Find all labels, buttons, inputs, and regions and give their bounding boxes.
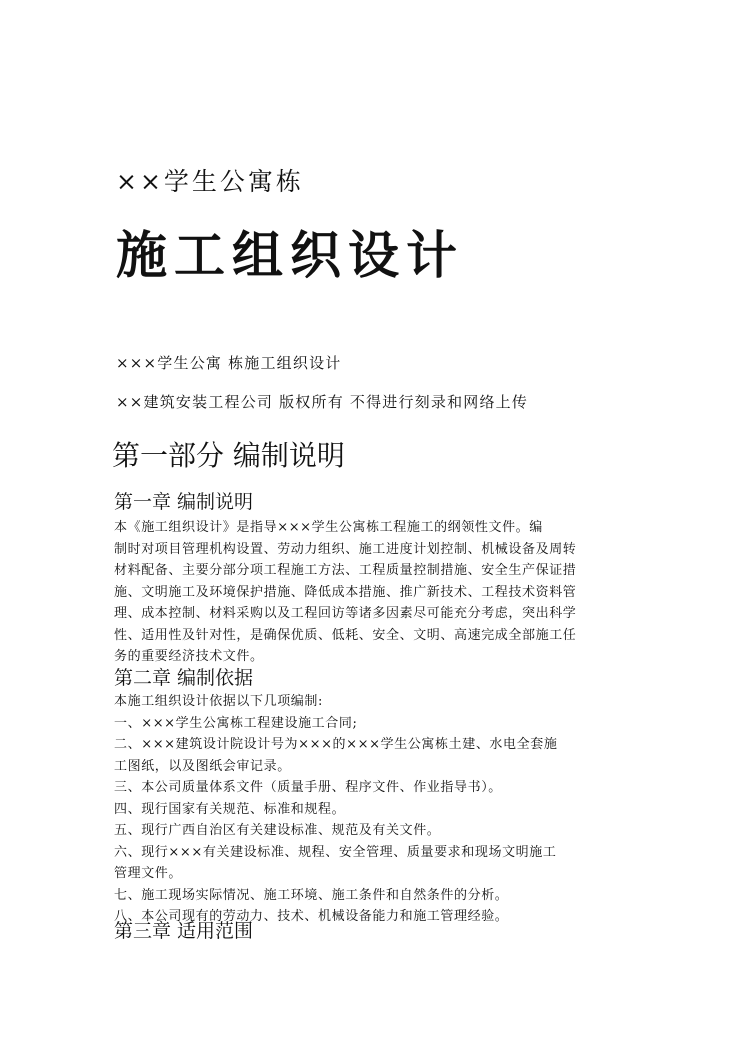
list-item: 工图纸，以及图纸会审记录。 [114,758,291,774]
paragraph-line: 性、适用性及针对性，是确保优质、低耗、安全、文明、高速完成全部施工任 [114,627,577,643]
list-item: 管理文件。 [114,866,183,881]
chapter-2-heading: 第二章 编制依据 [114,667,254,689]
list-item: 四、现行国家有关规范、标准和规程。 [114,801,346,817]
list-item: 三、本公司质量体系文件（质量手册、程序文件、作业指导书）。 [114,780,502,795]
paragraph-line: 务的重要经济技术文件。 [114,649,264,664]
chapter-1-body [114,517,634,668]
copyright-notice: ××建筑安装工程公司 版权所有 不得进行刻录和网络上传 [116,393,529,411]
chapter-3-heading: 第三章 适用范围 [114,920,254,942]
list-item: 八、本公司现有的劳动力、技术、机械设备能力和施工管理经验。 [114,909,509,924]
list-item: 七、施工现场实际情况、施工环境、施工条件和自然条件的分析。 [114,887,509,903]
list-item: 二、×××建筑设计院设计号为×××的×××学生公寓栋土建、水电全套施 [114,737,558,752]
document-subtitle: ××学生公寓栋 [116,167,304,196]
list-item: 一、×××学生公寓栋工程建设施工合同; [114,715,358,731]
paragraph-line: 制时对项目管理机构设置、劳动力组织、施工进度计划控制、机械设备及周转 [114,541,577,557]
paragraph-line: 材料配备、主要分部分项工程施工方法、工程质量控制措施、安全生产保证措 [114,563,577,578]
list-item: 五、现行广西自治区有关建设标准、规范及有关文件。 [114,823,441,838]
document-meta-line: ×××学生公寓 栋施工组织设计 [116,354,342,372]
part-heading: 第一部分 编制说明 [112,439,345,472]
paragraph-line: 本施工组织设计依据以下几项编制: [114,694,323,709]
chapter-1-heading: 第一章 编制说明 [114,491,254,513]
list-item: 六、现行×××有关建设标准、规程、安全管理、质量要求和现场文明施工 [114,844,557,860]
chapter-2-body [114,691,634,928]
paragraph-line: 施、文明施工及环境保护措施、降低成本措施、推广新技术、工程技术资料管 [114,584,577,600]
paragraph-line: 本《施工组织设计》是指导×××学生公寓栋工程施工的纲领性文件。编 [114,520,543,535]
paragraph-line: 理、成本控制、材料采购以及工程回访等诸多因素尽可能充分考虑，突出科学 [114,606,577,621]
document-title: 施工组织设计 [116,226,465,286]
